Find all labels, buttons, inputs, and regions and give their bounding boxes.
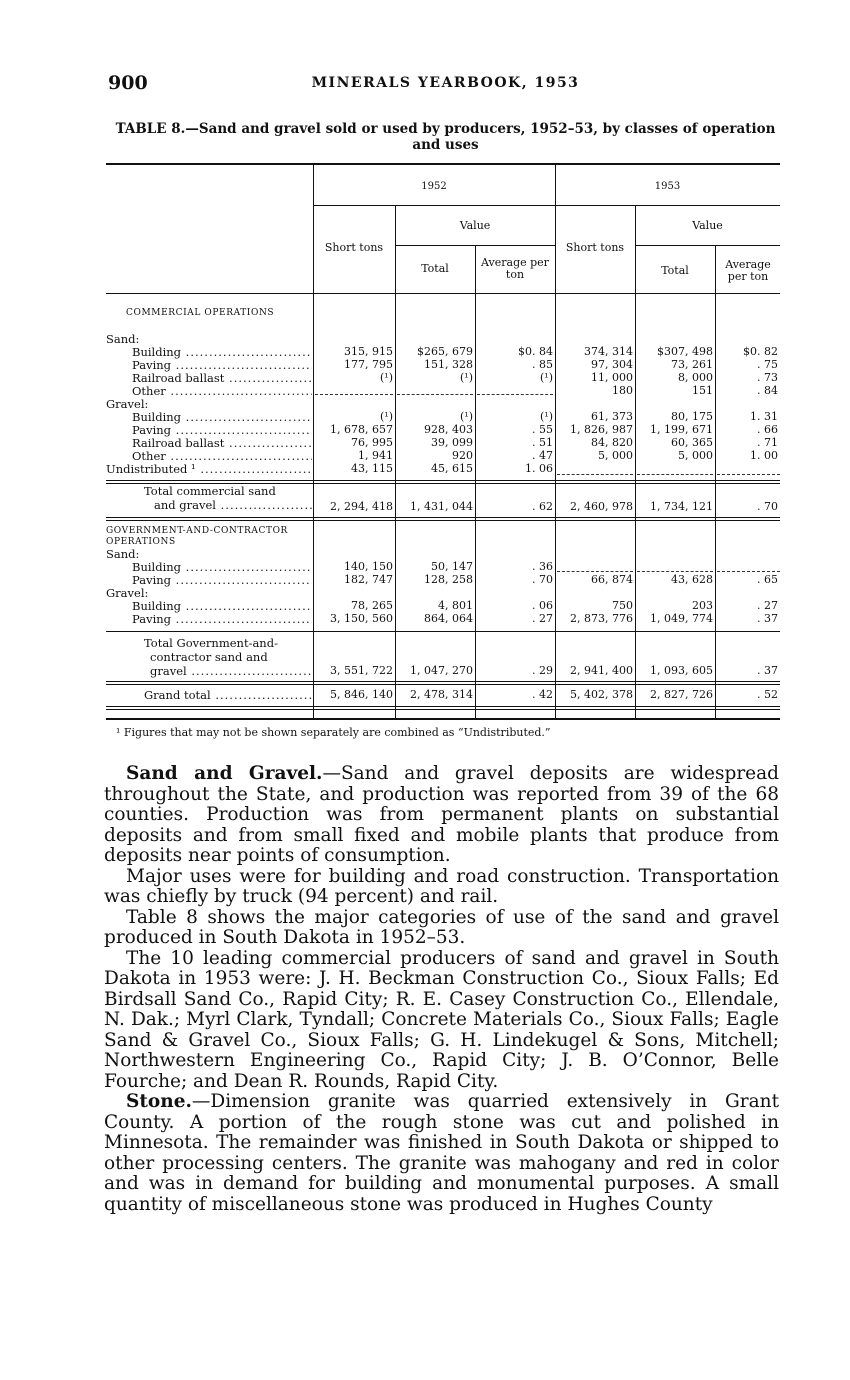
paragraph-uses: Major uses were for building and road construction. Transportation was chiefly by truck (94 percent) and rail. — [104, 865, 779, 907]
table-cell: 43, 115 — [351, 462, 393, 475]
paragraph-producers: The 10 leading commercial producers of sand and gravel in South Dakota in 1953 were: J. H. Beckman Construction Co., Sioux Falls; Ed Birdsall Sand Co., Rapid City; R. E. Casey Construction Co., Ellendale, N. Dak.; Myrl Clark, Tyndall; Concrete Materials Co., Sioux Falls; Eagle Sand & Gravel Co., Sioux Falls; G. H. Lindekugel & Sons, Mitchell; Northwestern Engineering Co., Rapid City; J. B. O’Connor, Belle Fourche; and Dean R. Rounds, Rapid City. — [104, 947, 779, 1092]
table-cell: 920 — [452, 449, 473, 462]
row-label: Paving ..... — [106, 424, 312, 437]
table-cell: 80, 175 — [671, 410, 713, 423]
table-cell: $265, 679 — [417, 345, 473, 358]
table-cell: 66, 874 — [591, 573, 633, 586]
table-cell: 1, 734, 121 — [650, 500, 713, 513]
table-cell: 3, 551, 722 — [330, 664, 393, 677]
table-cell: 2, 460, 978 — [570, 500, 633, 513]
heading-sand-gravel: Sand and Gravel. — [126, 763, 323, 784]
header-value-1952: Value — [459, 219, 491, 232]
group-sand: Sand: — [106, 547, 140, 561]
table-cell: 1. 00 — [750, 449, 778, 462]
table-cell: 3, 150, 560 — [330, 612, 393, 625]
table-cell: 128, 258 — [424, 573, 473, 586]
table-cell: . 73 — [757, 371, 778, 384]
total-government-label-3: gravel ..... — [106, 665, 312, 678]
table-cell: 177, 795 — [344, 358, 393, 371]
row-label: Building ..... — [106, 561, 312, 574]
table-cell: 140, 150 — [344, 560, 393, 573]
header-avg-1952: Average per ton — [481, 256, 549, 281]
table-cell: 97, 304 — [591, 358, 633, 371]
page-number: 900 — [108, 72, 148, 94]
table-cell: 1, 047, 270 — [410, 664, 473, 677]
row-label: Building ..... — [106, 600, 312, 613]
row-label: Building ..... — [106, 346, 312, 359]
table-cell: 374, 314 — [584, 345, 633, 358]
table-cell: 1, 826, 987 — [570, 423, 633, 436]
table-cell: 203 — [692, 599, 713, 612]
total-commercial-label-2: and gravel ..... — [106, 499, 312, 512]
table-cell: 151 — [692, 384, 713, 397]
table-cell: 5, 000 — [598, 449, 633, 462]
table-cell: 750 — [612, 599, 633, 612]
table-cell: . 27 — [532, 612, 553, 625]
table-cell: . 29 — [532, 664, 553, 677]
table-cell: 1, 678, 657 — [330, 423, 393, 436]
row-label: Undistributed ¹ ..... — [106, 463, 312, 476]
table-cell: 5, 000 — [678, 449, 713, 462]
header-avg-1953: Average per ton — [725, 258, 771, 283]
header-short-tons-1952: Short tons — [324, 241, 384, 254]
section-commercial: COMMERCIAL OPERATIONS — [126, 308, 275, 318]
table-cell: 928, 403 — [424, 423, 473, 436]
table-cell: 2, 478, 314 — [410, 688, 473, 701]
table-cell: . 70 — [532, 573, 553, 586]
table-cell: 8, 000 — [678, 371, 713, 384]
table-cell: 43, 628 — [671, 573, 713, 586]
running-title: MINERALS YEARBOOK, 1953 — [311, 75, 580, 91]
table-cell: 5, 846, 140 — [330, 688, 393, 701]
row-label: Paving ..... — [106, 359, 312, 372]
table-title: TABLE 8.—Sand and gravel sold or used by producers, 1952–53, by classes of operation and uses — [115, 121, 776, 153]
table-cell: 1. 06 — [525, 462, 553, 475]
page-header — [108, 72, 783, 96]
table-cell: (¹) — [540, 410, 553, 423]
table-cell: . 37 — [757, 612, 778, 625]
table-cell: 2, 827, 726 — [650, 688, 713, 701]
body-text — [104, 764, 779, 1215]
table-cell: . 85 — [532, 358, 553, 371]
row-label: Railroad ballast ..... — [106, 437, 312, 450]
table-cell: . 06 — [532, 599, 553, 612]
table-cell: . 47 — [532, 449, 553, 462]
row-label: Railroad ballast ..... — [106, 372, 312, 385]
table-cell: 76, 995 — [351, 436, 393, 449]
table-cell: 50, 147 — [431, 560, 473, 573]
header-short-tons-1953: Short tons — [565, 241, 625, 254]
table-cell: $307, 498 — [657, 345, 713, 358]
table-cell: 84, 820 — [591, 436, 633, 449]
paragraph-sand-gravel: Sand and Gravel.—Sand and gravel deposits are widespread throughout the State, and production was reported from 39 of the 68 counties. Production was from permanent plants on substantial deposits and from small fixed and mobile plants that produce from deposits near points of consumption. — [104, 763, 779, 866]
table-cell: 2, 941, 400 — [570, 664, 633, 677]
table-cell: 1, 199, 671 — [650, 423, 713, 436]
row-label: Other ..... — [106, 450, 312, 463]
table-cell: 73, 261 — [671, 358, 713, 371]
table-cell: (¹) — [460, 371, 473, 384]
header-total-1953: Total — [661, 264, 689, 277]
table-cell: 1, 093, 605 — [650, 664, 713, 677]
table-cell: . 27 — [757, 599, 778, 612]
table-cell: 1, 049, 774 — [650, 612, 713, 625]
table-cell: 2, 873, 776 — [570, 612, 633, 625]
table-cell: . 71 — [757, 436, 778, 449]
total-commercial-label-1: Total commercial sand — [144, 484, 276, 498]
row-label: Building ..... — [106, 411, 312, 424]
table-cell: 4, 801 — [438, 599, 473, 612]
table-cell: 1, 941 — [358, 449, 393, 462]
table-cell: . 37 — [757, 664, 778, 677]
group-sand: Sand: — [106, 332, 140, 346]
table-cell: $0. 84 — [518, 345, 553, 358]
total-government-label-2: contractor sand and — [150, 650, 268, 664]
total-government-label-1: Total Government-and- — [144, 636, 278, 650]
table-cell: . 70 — [757, 500, 778, 513]
table-cell: 11, 000 — [591, 371, 633, 384]
table-cell: 39, 099 — [431, 436, 473, 449]
table-cell: . 42 — [532, 688, 553, 701]
table-cell: (¹) — [540, 371, 553, 384]
group-gravel: Gravel: — [106, 586, 149, 600]
table-cell: 864, 064 — [424, 612, 473, 625]
table-cell: 182, 747 — [344, 573, 393, 586]
table-cell: . 52 — [757, 688, 778, 701]
row-label: Paving ..... — [106, 613, 312, 626]
table-cell: (¹) — [460, 410, 473, 423]
table-cell: 60, 365 — [671, 436, 713, 449]
table-cell: . 51 — [532, 436, 553, 449]
table-cell: 315, 915 — [344, 345, 393, 358]
row-label: Paving ..... — [106, 574, 312, 587]
table-cell: . 55 — [532, 423, 553, 436]
table-cell: 5, 402, 378 — [570, 688, 633, 701]
table-cell: . 84 — [757, 384, 778, 397]
table-cell: (¹) — [380, 410, 393, 423]
table-cell: . 62 — [532, 500, 553, 513]
table-cell: 78, 265 — [351, 599, 393, 612]
header-year-1952: 1952 — [421, 181, 447, 192]
section-government: GOVERNMENT-AND-CONTRACTOR OPERATIONS — [106, 526, 288, 547]
paragraph-stone: Stone.—Dimension granite was quarried extensively in Grant County. A portion of the rough stone was cut and polished in Minnesota. The remainder was finished in South Dakota or shipped to other processing centers. The granite was mahogany and red in color and was in demand for building and monumental purposes. A small quantity of miscellaneous stone was produced in Hughes County — [104, 1091, 779, 1215]
group-gravel: Gravel: — [106, 397, 149, 411]
header-value-1953: Value — [692, 219, 723, 232]
table-cell: 2, 294, 418 — [330, 500, 393, 513]
table-cell: . 66 — [757, 423, 778, 436]
row-label: Other ..... — [106, 385, 312, 398]
header-year-1953: 1953 — [654, 181, 681, 192]
header-total-1952: Total — [421, 262, 449, 275]
table-cell: . 75 — [757, 358, 778, 371]
table-cell: 180 — [612, 384, 633, 397]
grand-total-label: Grand total ..... — [106, 689, 312, 702]
table-cell: 45, 615 — [431, 462, 473, 475]
sand-gravel-table — [106, 163, 780, 720]
table-cell: $0. 82 — [743, 345, 778, 358]
table-cell: 151, 328 — [424, 358, 473, 371]
heading-stone: Stone. — [126, 1091, 192, 1112]
table-cell: 61, 373 — [591, 410, 633, 423]
table-cell: (¹) — [380, 371, 393, 384]
paragraph-table-ref: Table 8 shows the major categories of use of the sand and gravel produced in South Dakota in 1952–53. — [104, 906, 779, 948]
table-cell: 1, 431, 044 — [410, 500, 473, 513]
table-footnote: ¹ Figures that may not be shown separately are combined as “Undistributed.” — [116, 726, 551, 739]
table-cell: 1. 31 — [750, 410, 778, 423]
table-cell: . 65 — [757, 573, 778, 586]
table-cell: . 36 — [532, 560, 553, 573]
